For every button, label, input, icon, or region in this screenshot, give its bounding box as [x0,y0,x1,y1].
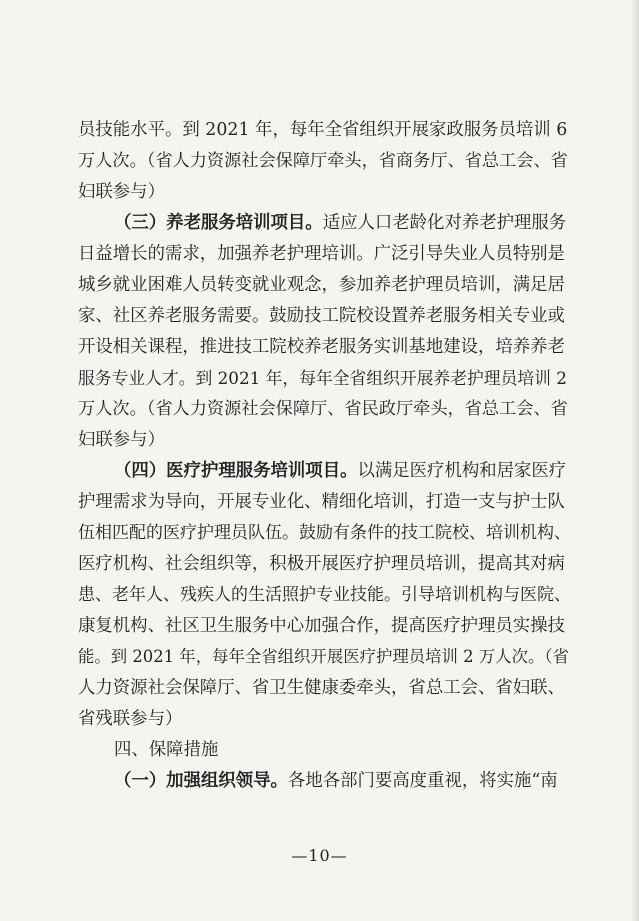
section-4-heading: （四）医疗护理服务培训项目。 [114,461,358,481]
text-line: 能。到 2021 年，每年全省组织开展医疗护理员培训 2 万人次。（省 [78,647,569,666]
part-4-1-heading: （一）加强组织领导。 [114,771,288,791]
text-line: 万人次。（省人力资源社会保障厅牵头，省商务厅、省总工会、省 [78,151,568,171]
text-line: 妇联参与） [78,430,165,450]
text-line: 伍相匹配的医疗护理员队伍。鼓励有条件的技工院校、培训机构、 [78,523,571,543]
text-line: 患、老年人、残疾人的生活照护专业技能。引导培训机构与医院、 [78,585,571,605]
text-line: 省残联参与） [78,709,183,729]
text-line: 城乡就业困难人员转变就业观念，参加养老护理员培训，满足居 [78,275,565,295]
section-3-first-line [114,215,566,232]
part-4-1-first-line [114,773,558,790]
section-3-heading: （三）养老服务培训项目。 [114,213,323,233]
text-line: 开设相关课程，推进技工院校养老服务实训基地建设，培养养老 [78,337,565,357]
text-line: 护理需求为导向，开展专业化、精细化培训，打造一支与护士队 [78,492,565,512]
text-line: 康复机构、社区卫生服务中心加强合作，提高医疗护理员实操技 [78,616,565,636]
scan-edge-shadow [631,0,639,921]
text-line: 员技能水平。到 2021 年，每年全省组织开展家政服务员培训 6 [78,120,568,140]
section-4-first-line [114,463,566,480]
text-line: 医疗机构、社会组织等，积极开展医疗护理员培训，提高其对病 [78,554,565,574]
text-line: 服务专业人才。到 2021 年，每年全省组织开展养老护理员培训 2 [78,368,567,388]
section-3-text: 适应人口老龄化对养老护理服务 [322,213,567,233]
text-line: 万人次。（省人力资源社会保障厅、省民政厅牵头，省总工会、省 [78,399,568,419]
section-4-text: 以满足医疗机构和居家医疗 [357,461,567,481]
text-line: 家、社区养老服务需要。鼓励技工院校设置养老服务相关专业或 [78,306,565,326]
part-4-1-text: 各地各部门要高度重视，将实施“南 [287,771,558,791]
text-line: 人力资源社会保障厅、省卫生健康委牵头，省总工会、省妇联、 [78,678,565,698]
text-line: 日益增长的需求，加强养老护理培训。广泛引导失业人员特别是 [78,244,565,264]
part-4-title: 四、保障措施 [114,740,219,760]
page-number: —10— [291,846,348,865]
text-line: 妇联参与） [78,182,165,202]
